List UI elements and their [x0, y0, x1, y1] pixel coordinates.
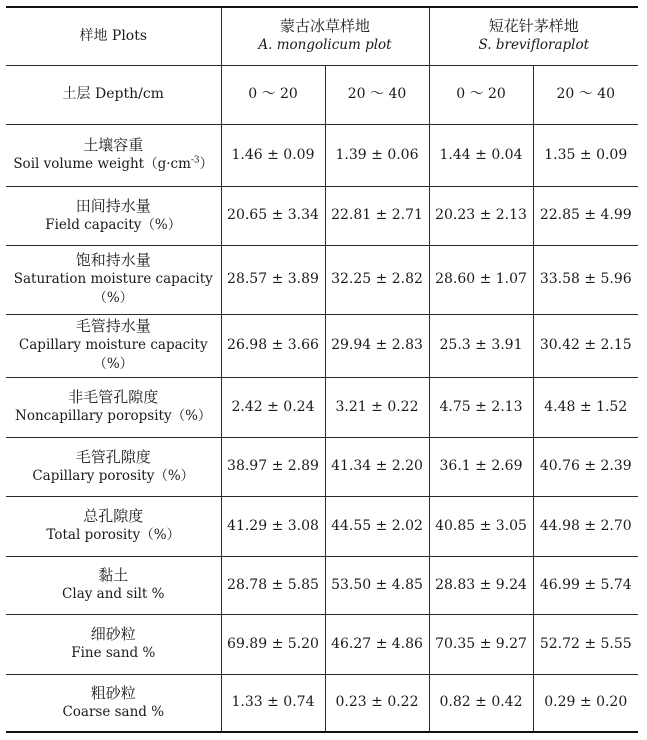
row-label-en: Fine sand %: [71, 645, 156, 661]
row-label-en: Saturation moisture capacity: [13, 271, 213, 287]
row-label-cn: 毛管孔隙度: [75, 447, 151, 466]
value-cell: 22.85 ± 4.99: [533, 186, 638, 245]
value-cell: 41.29 ± 3.08: [221, 496, 325, 556]
depth-cell: 20 ～ 40: [533, 65, 638, 124]
row-label-en: Clay and silt %: [62, 586, 165, 602]
group-header-a-mongolicum: [221, 7, 429, 65]
row-label-cell: [6, 496, 221, 556]
table-row: [6, 556, 638, 614]
value-cell: 52.72 ± 5.55: [533, 614, 638, 674]
value-cell: 28.57 ± 3.89: [221, 245, 325, 314]
row-label-en: Coarse sand %: [62, 703, 165, 720]
value-cell: 4.75 ± 2.13: [429, 377, 533, 437]
row-label-cn: 细砂粒: [90, 625, 136, 643]
header-row-depth: [6, 65, 638, 124]
value-cell: 29.94 ± 2.83: [325, 314, 429, 377]
group-cn-label: 短花针茅样地: [488, 17, 579, 36]
value-cell: 0.23 ± 0.22: [325, 674, 429, 732]
row-label-cell: [6, 186, 221, 245]
value-cell: 28.60 ± 1.07: [429, 245, 533, 314]
row-label-cn: 田间持水量: [75, 196, 151, 215]
value-cell: 46.27 ± 4.86: [325, 614, 429, 674]
value-cell: 44.55 ± 2.02: [325, 496, 429, 556]
row-label-cell: [6, 245, 221, 314]
table-row: [6, 124, 638, 186]
value-cell: 32.25 ± 2.82: [325, 245, 429, 314]
depth-cell: 0 ～ 20: [429, 65, 533, 124]
value-cell: 69.89 ± 5.20: [221, 614, 325, 674]
value-cell: 28.83 ± 9.24: [429, 556, 533, 614]
row-label-cell: [6, 314, 221, 377]
depth-cell: 0 ～ 20: [221, 65, 325, 124]
value-cell: 40.76 ± 2.39: [533, 437, 638, 496]
value-cell: 20.65 ± 3.34: [221, 186, 325, 245]
value-cell: 20.23 ± 2.13: [429, 186, 533, 245]
depth-header-cell: 土层 Depth/cm: [6, 65, 221, 124]
value-cell: 38.97 ± 2.89: [221, 437, 325, 496]
row-label-cell: [6, 377, 221, 437]
value-cell: 53.50 ± 4.85: [325, 556, 429, 614]
row-label-en-sup: -3: [190, 155, 200, 166]
plots-header-cell: 样地 Plots: [6, 7, 221, 65]
row-label-en-tail: ）: [199, 156, 214, 172]
header-row-plots: [6, 7, 638, 65]
table-row: [6, 674, 638, 732]
row-label-cell: [6, 674, 221, 732]
row-label-cell: [6, 556, 221, 614]
row-label-cn: 饱和持水量: [75, 251, 151, 269]
table-row: [6, 496, 638, 556]
value-cell: 22.81 ± 2.71: [325, 186, 429, 245]
row-label-en-unit: （%）: [93, 356, 134, 372]
row-label-en-unit: （%）: [93, 290, 134, 306]
group-cn-label: 蒙古冰草样地: [280, 17, 371, 36]
row-label-cn: 黏土: [98, 566, 129, 584]
table-row: [6, 245, 638, 314]
row-label-en: Capillary moisture capacity: [18, 337, 208, 353]
value-cell: 28.78 ± 5.85: [221, 556, 325, 614]
row-label-en-text: Soil volume weight（g·cm: [13, 156, 191, 172]
value-cell: 1.46 ± 0.09: [221, 124, 325, 186]
value-cell: 2.42 ± 0.24: [221, 377, 325, 437]
value-cell: 70.35 ± 9.27: [429, 614, 533, 674]
row-label-cn: 非毛管孔隙度: [68, 388, 159, 406]
value-cell: 44.98 ± 2.70: [533, 496, 638, 556]
value-cell: 4.48 ± 1.52: [533, 377, 638, 437]
row-label-cn: 粗砂粒: [90, 683, 136, 702]
table-row: [6, 377, 638, 437]
depth-cell: 20 ～ 40: [325, 65, 429, 124]
value-cell: 26.98 ± 3.66: [221, 314, 325, 377]
value-cell: 1.33 ± 0.74: [221, 674, 325, 732]
table-row: [6, 314, 638, 377]
table-row: [6, 437, 638, 496]
row-label-en: Noncapillary poropsity（%）: [15, 408, 212, 424]
value-cell: 1.44 ± 0.04: [429, 124, 533, 186]
soil-properties-table: [6, 6, 638, 733]
value-cell: 30.42 ± 2.15: [533, 314, 638, 377]
value-cell: 1.35 ± 0.09: [533, 124, 638, 186]
row-label-en: Capillary porosity（%）: [32, 467, 195, 484]
group-en-label: A. mongolicum plot: [258, 37, 392, 54]
value-cell: 0.29 ± 0.20: [533, 674, 638, 732]
row-label-cn: 土壤容重: [83, 136, 144, 154]
group-header-s-breviflora: [429, 7, 638, 65]
value-cell: 41.34 ± 2.20: [325, 437, 429, 496]
table-row: [6, 186, 638, 245]
value-cell: 46.99 ± 5.74: [533, 556, 638, 614]
row-label-cn: 毛管持水量: [75, 317, 151, 335]
row-label-cell: [6, 124, 221, 186]
group-en-label: S. brevifloraplot: [478, 37, 590, 54]
row-label-cell: [6, 437, 221, 496]
value-cell: 1.39 ± 0.06: [325, 124, 429, 186]
value-cell: 33.58 ± 5.96: [533, 245, 638, 314]
value-cell: 36.1 ± 2.69: [429, 437, 533, 496]
value-cell: 40.85 ± 3.05: [429, 496, 533, 556]
row-label-en: Total porosity（%）: [46, 527, 181, 543]
row-label-en: Field capacity（%）: [45, 216, 182, 233]
table-row: [6, 614, 638, 674]
value-cell: 3.21 ± 0.22: [325, 377, 429, 437]
row-label-cell: [6, 614, 221, 674]
value-cell: 25.3 ± 3.91: [429, 314, 533, 377]
row-label-en: [10, 155, 217, 174]
row-label-cn: 总孔隙度: [83, 507, 144, 525]
value-cell: 0.82 ± 0.42: [429, 674, 533, 732]
